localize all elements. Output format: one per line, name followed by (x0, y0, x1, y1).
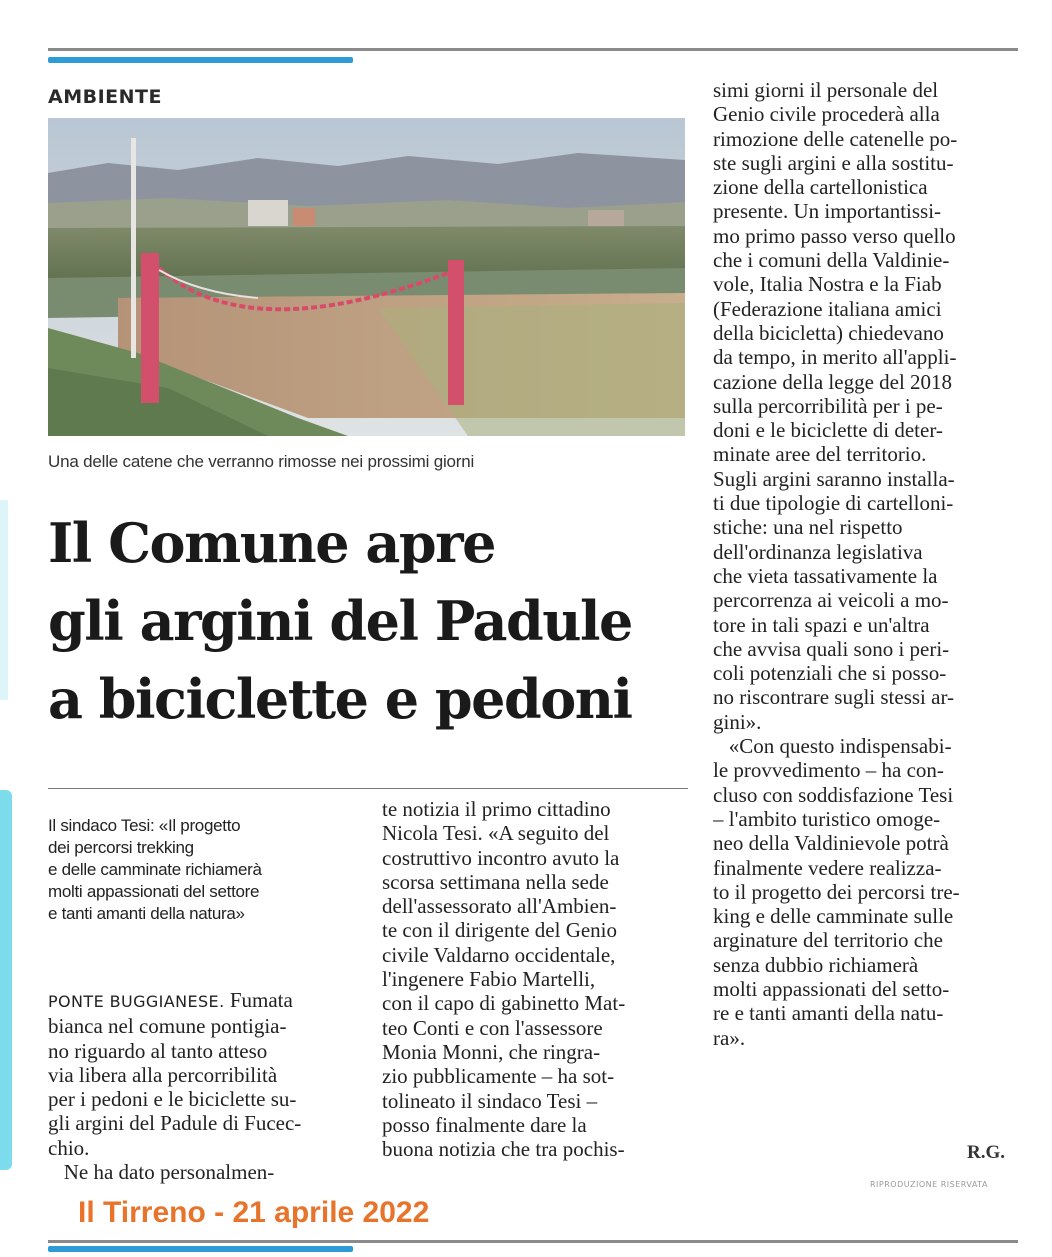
body-line: che vieta tassativamente la (713, 563, 938, 588)
body-line: tore in tali spazi e un'altra (713, 612, 930, 637)
body-line: le provvedimento – ha con- (713, 758, 944, 783)
deck-line: molti appassionati del settore (48, 882, 260, 901)
headline-line: gli argini del Padule (48, 589, 632, 653)
body-line: che avvisa quali sono i peri- (713, 636, 950, 661)
body-column-2 (382, 797, 686, 1161)
deck-line: e tanti amanti della natura» (48, 904, 245, 923)
body-line: neo della Valdinievole potrà (713, 831, 949, 856)
deck-line: e delle camminate richiamerà (48, 860, 262, 879)
body-line: con il capo di gabinetto Mat- (382, 991, 626, 1016)
body-line: ti due tipologie di cartelloni- (713, 491, 954, 516)
highlighter-mark-faint (0, 500, 8, 700)
body-line: finalmente vedere realizza- (713, 855, 942, 880)
body-line: molti appassionati del setto- (713, 976, 950, 1001)
body-line: sulla percorribilità per i pe- (713, 393, 943, 418)
body-line: vole, Italia Nostra e la Fiab (713, 272, 942, 297)
body-line: da tempo, in merito all'appli- (713, 345, 957, 370)
body-line: tolineato il sindaco Tesi – (382, 1088, 598, 1113)
body-line: mo primo passo verso quello (713, 223, 956, 248)
body-line: minate aree del territorio. (713, 442, 927, 467)
body-line: posso finalmente dare la (382, 1112, 587, 1137)
body-line: scorsa settimana nella sede (382, 869, 609, 894)
embankment-photo (48, 118, 685, 436)
section-label: AMBIENTE (48, 86, 162, 108)
photo-caption: Una delle catene che verranno rimosse nei prossimi giorni (48, 452, 475, 471)
body-line: gini». (713, 709, 762, 734)
body-line: civile Valdarno occidentale, (382, 942, 616, 967)
body-line: teo Conti e con l'assessore (382, 1015, 603, 1040)
dateline: PONTE BUGGIANESE. (48, 992, 225, 1011)
body-line: l'ingenere Fabio Martelli, (382, 967, 596, 992)
deck-line: dei percorsi trekking (48, 838, 194, 857)
body-line (48, 988, 352, 1014)
body-line: costruttivo incontro avuto la (382, 845, 620, 870)
body-line: cazione della legge del 2018 (713, 369, 953, 394)
headline-rule (48, 788, 688, 789)
body-line: chio. (48, 1135, 90, 1160)
body-line: che i comuni della Valdinie- (713, 248, 950, 273)
body-line: della bicicletta) chiedevano (713, 320, 944, 345)
body-line: – l'ambito turistico omoge- (713, 806, 941, 831)
top-rule (48, 48, 1018, 51)
deck-summary (48, 815, 364, 925)
body-line: stiche: una nel rispetto (713, 515, 903, 540)
headline (48, 504, 688, 738)
body-line: percorrenza ai veicoli a mo- (713, 588, 949, 613)
body-line: doni e le biciclette di deter- (713, 418, 943, 443)
body-line: Nicola Tesi. «A seguito del (382, 821, 610, 846)
body-line: buona notizia che tra pochis- (382, 1137, 625, 1162)
body-line: Monia Monni, che ringra- (382, 1039, 601, 1064)
body-line: cluso con soddisfazione Tesi (713, 782, 954, 807)
body-line: Sugli argini saranno installa- (713, 466, 955, 491)
body-line: no riguardo al tanto atteso (48, 1038, 268, 1063)
body-column-1 (48, 988, 352, 1184)
body-line: Genio civile procederà alla (713, 102, 940, 127)
highlighter-mark (0, 790, 12, 1170)
body-line: ste sugli argini e alla sostitu- (713, 150, 954, 175)
bottom-accent-bar (48, 1246, 353, 1252)
body-line: senza dubbio richiamerà (713, 952, 919, 977)
headline-line: Il Comune apre (48, 511, 495, 575)
top-accent-bar (48, 57, 353, 63)
article-photo (48, 118, 685, 436)
body-line: zione della cartellonistica (713, 175, 928, 200)
body-line: dell'ordinanza legislativa (713, 539, 923, 564)
body-line: via libera alla percorribilità (48, 1062, 278, 1087)
author-signature: R.G. (967, 1142, 1005, 1163)
body-line: arginature del territorio che (713, 928, 943, 953)
body-line: bianca nel comune pontigia- (48, 1014, 287, 1039)
body-text: Fumata (224, 988, 293, 1012)
body-line: king e delle camminate sulle (713, 904, 954, 929)
body-line: ra». (713, 1025, 746, 1050)
source-citation: Il Tirreno - 21 aprile 2022 (78, 1196, 430, 1229)
body-line: Ne ha dato personalmen- (48, 1160, 275, 1185)
body-line: gli argini del Padule di Fucec- (48, 1111, 302, 1136)
body-line: to il progetto dei percorsi tre- (713, 879, 960, 904)
body-line: no riscontrare sugli stessi ar- (713, 685, 955, 710)
body-line: simi giorni il personale del (713, 78, 939, 102)
body-column-3 (713, 78, 1018, 1050)
body-line: re e tanti amanti della natu- (713, 1001, 944, 1026)
reproduction-notice: RIPRODUZIONE RISERVATA (870, 1180, 988, 1189)
body-line: coli potenziali che si posso- (713, 661, 947, 686)
body-line: dell'assessorato all'Ambien- (382, 894, 617, 919)
body-line: zio pubblicamente – ha sot- (382, 1064, 615, 1089)
body-line: te con il dirigente del Genio (382, 918, 618, 943)
body-line: rimozione delle catenelle po- (713, 126, 958, 151)
deck-line: Il sindaco Tesi: «Il progetto (48, 816, 241, 835)
headline-line: a biciclette e pedoni (48, 667, 632, 731)
bottom-rule (48, 1240, 1018, 1243)
body-line: per i pedoni e le biciclette su- (48, 1087, 297, 1112)
body-line: te notizia il primo cittadino (382, 797, 611, 821)
body-line: presente. Un importantissi- (713, 199, 942, 224)
body-line: «Con questo indispensabi- (713, 734, 952, 759)
body-line: (Federazione italiana amici (713, 296, 942, 321)
